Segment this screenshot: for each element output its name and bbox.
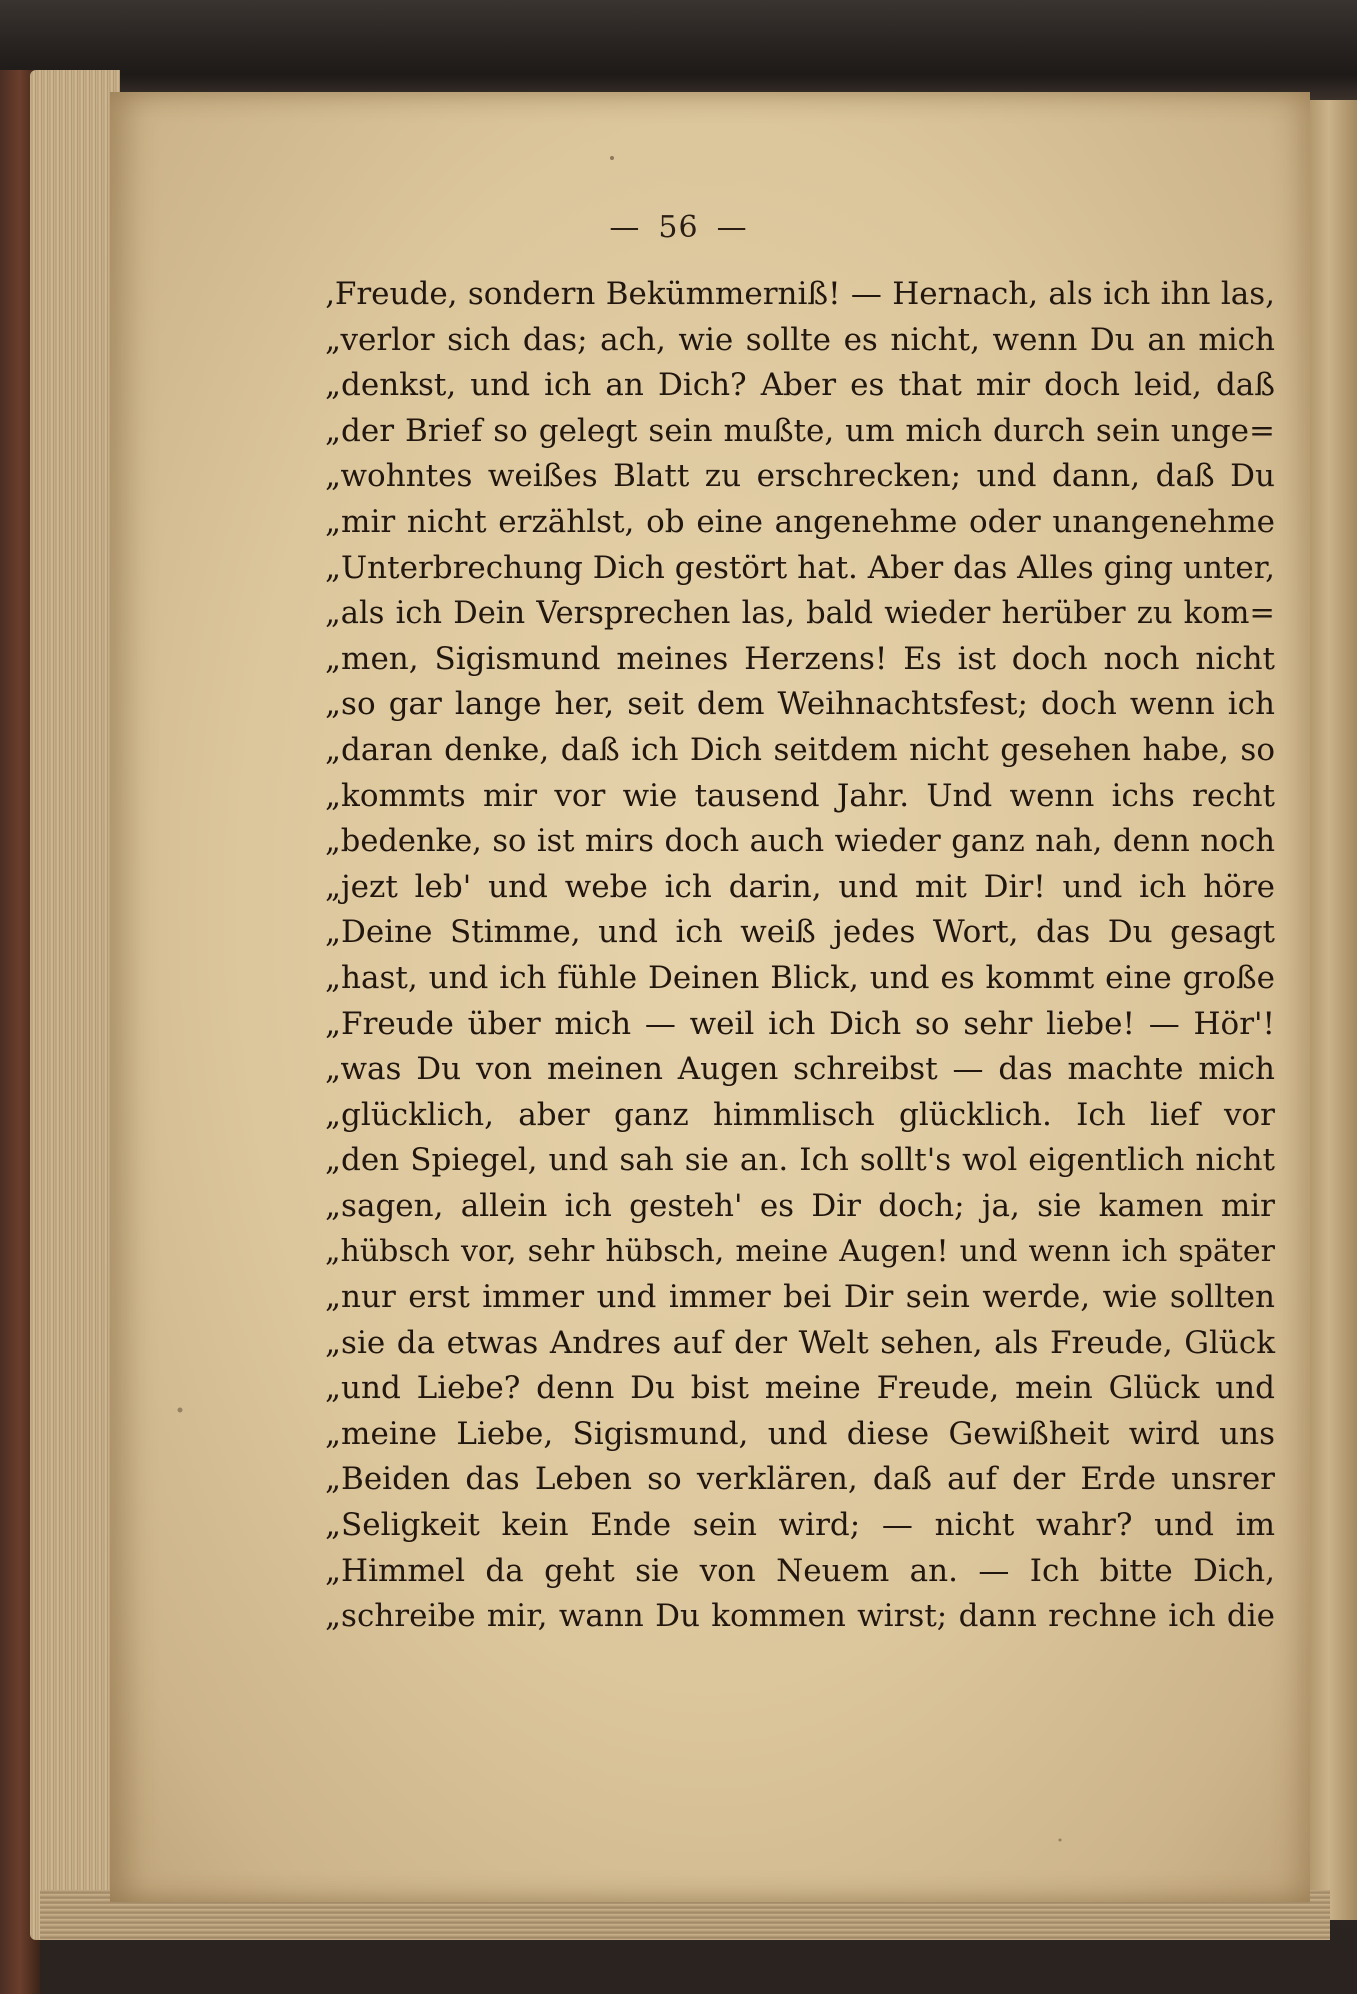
page-number: 56 [658,210,699,245]
text-line: „daran denke, daß ich Dich seitdem nicht gesehen habe, so [325,731,1275,768]
text-line: „sie da etwas Andres auf der Welt sehen, als Freude, Glück [325,1324,1275,1361]
text-line: „der Brief so gelegt sein mußte, um mich durch sein unge= [325,412,1275,449]
text-line: „Unterbrechung Dich gestört hat. Aber das Alles ging unter, [325,549,1275,586]
text-line: „denkst, und ich an Dich? Aber es that mir doch leid, daß [325,367,1275,404]
text-line: „glücklich, aber ganz himmlisch glücklich. Ich lief vor [325,1096,1275,1133]
text-line: „bedenke, so ist mirs doch auch wieder ganz nah, denn noch [325,824,1275,860]
text-line: „nur erst immer und immer bei Dir sein werde, wie sollten [325,1279,1275,1316]
page-edges-left [30,70,120,1940]
text-line: „was Du von meinen Augen schreibst — das machte mich [325,1051,1275,1088]
text-line: „jezt leb' und webe ich darin, und mit Dir! und ich höre [325,868,1275,905]
text-line: „mir nicht erzählst, ob eine angenehme oder unangenehme [325,503,1275,540]
text-line: ‚Freude, sondern Bekümmerniß! — Hernach, als ich ihn las, [325,276,1275,312]
text-line: „schreibe mir, wann Du kommen wirst; dann rechne ich die [325,1598,1275,1635]
text-line: „men, Sigismund meines Herzens! Es ist doch noch nicht [325,640,1275,677]
folio-dash-right: — [716,210,748,245]
text-line: „sagen, allein ich gesteh' es Dir doch; ja, sie kamen mir [325,1187,1275,1224]
text-line: „Seligkeit kein Ende sein wird; — nicht wahr? und im [325,1507,1275,1544]
text-line: „verlor sich das; ach, wie sollte es nicht, wenn Du an mich [325,321,1275,358]
text-line: „wohntes weißes Blatt zu erschrecken; und dann, daß Du [325,458,1275,495]
text-line: „kommts mir vor wie tausend Jahr. Und wenn ichs recht [325,777,1275,814]
page-number-header [0,210,1357,245]
text-line: „Himmel da geht sie von Neuem an. — Ich bitte Dich, [325,1552,1275,1589]
text-line: „hübsch vor, sehr hübsch, meine Augen! und wenn ich später [325,1234,1275,1270]
text-line: „als ich Dein Versprechen las, bald wieder herüber zu kom= [325,596,1275,632]
text-line: „hast, und ich fühle Deinen Blick, und es kommt eine große [325,959,1275,996]
text-line: „und Liebe? denn Du bist meine Freude, mein Glück und [325,1370,1275,1407]
text-line: „den Spiegel, und sah sie an. Ich sollt's wol eigentlich nicht [325,1142,1275,1179]
text-line: „so gar lange her, seit dem Weihnachtsfest; doch wenn ich [325,686,1275,723]
text-line: „Beiden das Leben so verklären, daß auf der Erde unsrer [325,1461,1275,1498]
page-edge-right [1310,100,1357,1920]
text-line: „Deine Stimme, und ich weiß jedes Wort, das Du gesagt [325,914,1275,951]
text-line: „Freude über mich — weil ich Dich so sehr liebe! — Hör'! [325,1005,1275,1042]
text-line: „meine Liebe, Sigismund, und diese Gewißheit wird uns [325,1415,1275,1452]
folio-dash-left: — [609,210,641,245]
body-text [325,272,1275,1640]
